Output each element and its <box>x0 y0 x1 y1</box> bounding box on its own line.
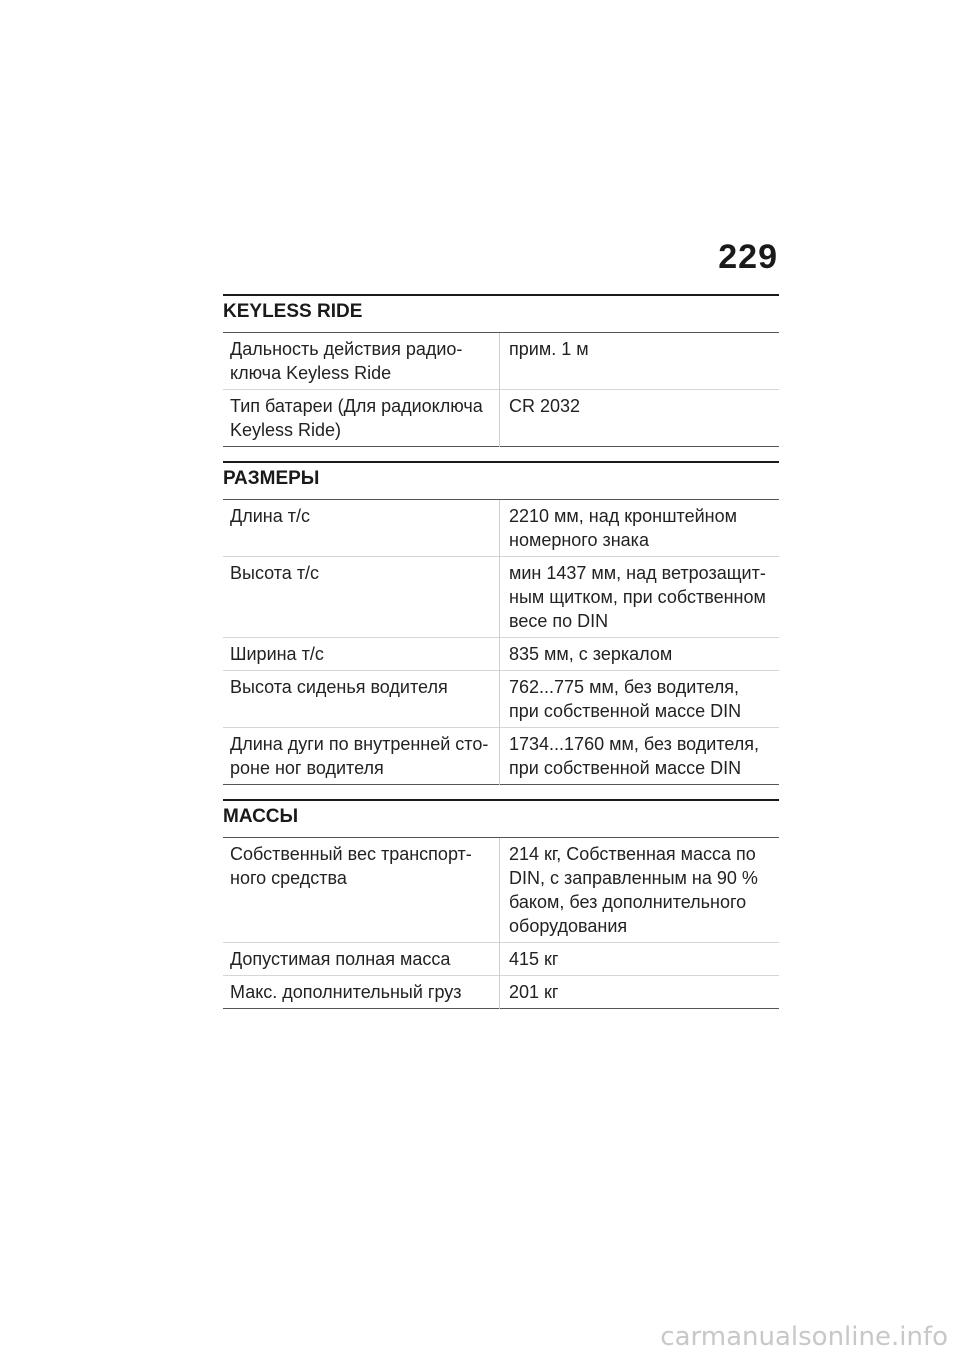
spec-value: CR 2032 <box>509 396 581 416</box>
table-row <box>223 838 779 943</box>
spec-label: Дальность действия радио-ключа Keyless Ride <box>223 333 500 390</box>
table-row <box>223 500 779 557</box>
section-keyless-ride <box>223 294 779 447</box>
table-row <box>223 333 779 390</box>
spec-value: 835 мм, с зеркалом <box>509 644 673 664</box>
table-row <box>223 390 779 447</box>
spec-label: Высота т/с <box>223 557 500 638</box>
spec-label: Допустимая полная масса <box>223 943 500 976</box>
spec-label: Тип батареи (Для радиоключа Keyless Ride) <box>223 390 500 447</box>
table-row <box>223 638 779 671</box>
spec-value: прим. 1 м <box>509 339 589 359</box>
spec-value: 214 кг, Собственная масса по DIN, с заправленным на 90 % баком, без дополнительного оборудования <box>509 844 758 936</box>
spec-label: Длина т/с <box>223 500 500 557</box>
table-row <box>223 671 779 728</box>
table-row <box>223 557 779 638</box>
section-title: МАССЫ <box>223 799 779 838</box>
spec-label: Макс. дополнительный груз <box>223 976 500 1009</box>
spec-value: 1734...1760 мм, без водителя, при собственной массе DIN <box>509 734 760 778</box>
spec-label: Собственный вес транспорт-ного средства <box>223 838 500 943</box>
watermark: carmanualsonline.info <box>660 1322 948 1352</box>
section-masses <box>223 799 779 1009</box>
spec-value: мин 1437 мм, над ветрозащит-ным щитком, при собственном весе по DIN <box>509 563 766 631</box>
spec-label: Длина дуги по внутренней сто-роне ног водителя <box>223 728 500 785</box>
spec-table <box>223 500 779 785</box>
section-title: РАЗМЕРЫ <box>223 461 779 500</box>
spec-label: Высота сиденья водителя <box>223 671 500 728</box>
section-title: KEYLESS RIDE <box>223 294 779 333</box>
spec-value: 415 кг <box>509 949 559 969</box>
table-row <box>223 976 779 1009</box>
table-row <box>223 943 779 976</box>
spec-table <box>223 838 779 1009</box>
spec-value: 762...775 мм, без водителя, при собственной массе DIN <box>509 677 742 721</box>
table-row <box>223 728 779 785</box>
spec-content <box>223 294 779 1023</box>
spec-value: 2210 мм, над кронштейном номерного знака <box>509 506 737 550</box>
section-dimensions <box>223 461 779 785</box>
spec-label: Ширина т/с <box>223 638 500 671</box>
spec-value: 201 кг <box>509 982 559 1002</box>
spec-table <box>223 333 779 447</box>
page-number: 229 <box>718 238 778 276</box>
